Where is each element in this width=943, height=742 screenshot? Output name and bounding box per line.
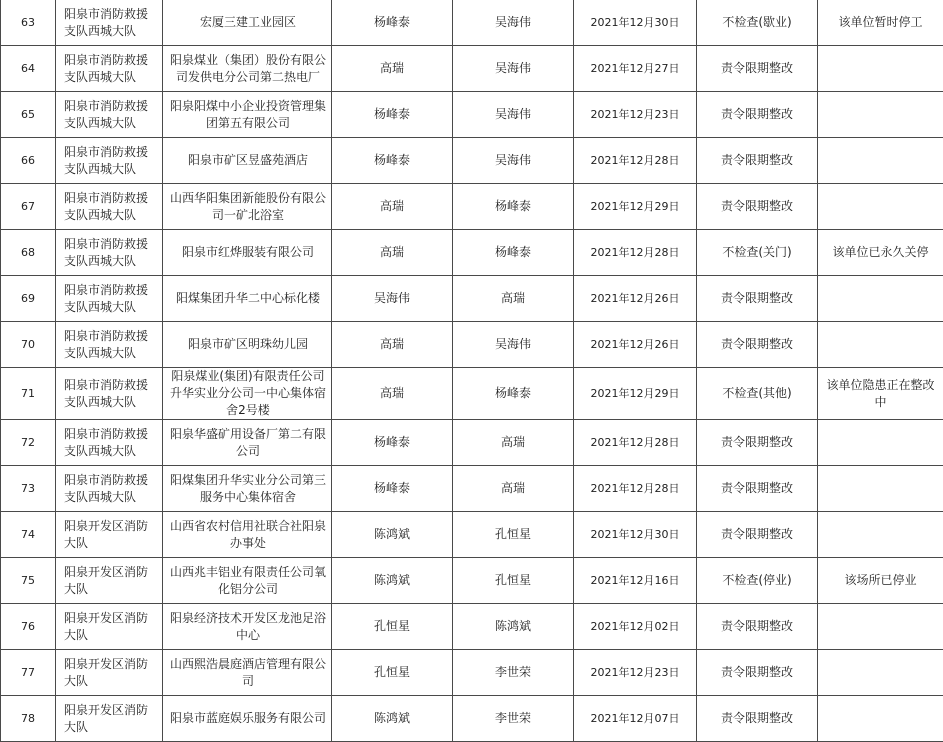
inspector-1-cell: 孔恒星 xyxy=(332,604,453,650)
inspector-1-cell: 杨峰泰 xyxy=(332,466,453,512)
remark-cell xyxy=(818,184,943,230)
remark-cell xyxy=(818,92,943,138)
inspection-date-cell: 2021年12月29日 xyxy=(574,368,697,420)
inspection-date-cell: 2021年12月27日 xyxy=(574,46,697,92)
inspector-1-cell: 高瑞 xyxy=(332,184,453,230)
row-number-cell: 76 xyxy=(1,604,56,650)
responsible-unit-cell: 阳泉市消防救援支队西城大队 xyxy=(56,230,163,276)
inspection-result-cell: 责令限期整改 xyxy=(697,466,818,512)
responsible-unit-cell: 阳泉开发区消防大队 xyxy=(56,558,163,604)
row-number-cell: 73 xyxy=(1,466,56,512)
inspection-date-cell: 2021年12月28日 xyxy=(574,230,697,276)
table-row xyxy=(1,420,943,466)
responsible-unit-cell: 阳泉开发区消防大队 xyxy=(56,512,163,558)
inspected-unit-cell: 宏厦三建工业园区 xyxy=(163,0,332,46)
inspected-unit-cell: 阳泉经济技术开发区龙池足浴中心 xyxy=(163,604,332,650)
inspector-2-cell: 孔恒星 xyxy=(453,558,574,604)
inspector-1-cell: 吴海伟 xyxy=(332,276,453,322)
table-row xyxy=(1,512,943,558)
responsible-unit-cell: 阳泉市消防救援支队西城大队 xyxy=(56,368,163,420)
inspector-2-cell: 吴海伟 xyxy=(453,322,574,368)
table-body xyxy=(1,0,943,742)
remark-cell xyxy=(818,650,943,696)
inspected-unit-cell: 阳泉市红烨服装有限公司 xyxy=(163,230,332,276)
inspector-1-cell: 杨峰泰 xyxy=(332,420,453,466)
responsible-unit-cell: 阳泉市消防救援支队西城大队 xyxy=(56,184,163,230)
inspector-2-cell: 杨峰泰 xyxy=(453,368,574,420)
inspected-unit-cell: 阳泉市矿区昱盛苑酒店 xyxy=(163,138,332,184)
responsible-unit-cell: 阳泉开发区消防大队 xyxy=(56,650,163,696)
table-row xyxy=(1,230,943,276)
inspector-1-cell: 陈鸿斌 xyxy=(332,696,453,742)
inspection-date-cell: 2021年12月26日 xyxy=(574,322,697,368)
inspector-1-cell: 孔恒星 xyxy=(332,650,453,696)
inspector-2-cell: 李世荣 xyxy=(453,650,574,696)
inspector-1-cell: 杨峰泰 xyxy=(332,138,453,184)
responsible-unit-cell: 阳泉市消防救援支队西城大队 xyxy=(56,138,163,184)
inspector-1-cell: 陈鸿斌 xyxy=(332,558,453,604)
inspected-unit-cell: 山西省农村信用社联合社阳泉办事处 xyxy=(163,512,332,558)
remark-cell: 该单位已永久关停 xyxy=(818,230,943,276)
inspection-result-cell: 责令限期整改 xyxy=(697,92,818,138)
inspector-1-cell: 杨峰泰 xyxy=(332,0,453,46)
row-number-cell: 68 xyxy=(1,230,56,276)
row-number-cell: 75 xyxy=(1,558,56,604)
inspection-date-cell: 2021年12月02日 xyxy=(574,604,697,650)
row-number-cell: 66 xyxy=(1,138,56,184)
inspector-1-cell: 高瑞 xyxy=(332,46,453,92)
inspection-result-cell: 责令限期整改 xyxy=(697,650,818,696)
inspection-date-cell: 2021年12月28日 xyxy=(574,420,697,466)
table-row xyxy=(1,604,943,650)
row-number-cell: 78 xyxy=(1,696,56,742)
inspection-result-cell: 不检查(其他) xyxy=(697,368,818,420)
inspector-2-cell: 吴海伟 xyxy=(453,0,574,46)
responsible-unit-cell: 阳泉市消防救援支队西城大队 xyxy=(56,322,163,368)
inspector-1-cell: 高瑞 xyxy=(332,322,453,368)
inspector-2-cell: 杨峰泰 xyxy=(453,184,574,230)
inspection-result-cell: 责令限期整改 xyxy=(697,322,818,368)
inspector-2-cell: 李世荣 xyxy=(453,696,574,742)
inspected-unit-cell: 阳泉市蓝庭娱乐服务有限公司 xyxy=(163,696,332,742)
inspector-2-cell: 陈鸿斌 xyxy=(453,604,574,650)
responsible-unit-cell: 阳泉市消防救援支队西城大队 xyxy=(56,46,163,92)
inspector-2-cell: 杨峰泰 xyxy=(453,230,574,276)
row-number-cell: 71 xyxy=(1,368,56,420)
inspection-result-cell: 不检查(关门) xyxy=(697,230,818,276)
table-row xyxy=(1,138,943,184)
row-number-cell: 69 xyxy=(1,276,56,322)
remark-cell: 该单位隐患正在整改中 xyxy=(818,368,943,420)
remark-cell xyxy=(818,46,943,92)
inspected-unit-cell: 阳煤集团升华实业分公司第三服务中心集体宿舍 xyxy=(163,466,332,512)
inspection-result-cell: 责令限期整改 xyxy=(697,184,818,230)
inspected-unit-cell: 阳泉华盛矿用设备厂第二有限公司 xyxy=(163,420,332,466)
remark-cell xyxy=(818,322,943,368)
remark-cell xyxy=(818,512,943,558)
inspection-date-cell: 2021年12月30日 xyxy=(574,512,697,558)
row-number-cell: 77 xyxy=(1,650,56,696)
remark-cell xyxy=(818,138,943,184)
inspection-date-cell: 2021年12月23日 xyxy=(574,650,697,696)
inspector-2-cell: 高瑞 xyxy=(453,420,574,466)
inspector-2-cell: 孔恒星 xyxy=(453,512,574,558)
table-row xyxy=(1,92,943,138)
inspection-date-cell: 2021年12月07日 xyxy=(574,696,697,742)
remark-cell xyxy=(818,604,943,650)
table-row xyxy=(1,466,943,512)
inspection-date-cell: 2021年12月28日 xyxy=(574,466,697,512)
inspection-result-cell: 责令限期整改 xyxy=(697,46,818,92)
inspector-2-cell: 高瑞 xyxy=(453,276,574,322)
inspection-date-cell: 2021年12月23日 xyxy=(574,92,697,138)
inspector-1-cell: 陈鸿斌 xyxy=(332,512,453,558)
table-row xyxy=(1,650,943,696)
table-row xyxy=(1,46,943,92)
row-number-cell: 64 xyxy=(1,46,56,92)
row-number-cell: 67 xyxy=(1,184,56,230)
inspected-unit-cell: 阳煤集团升华二中心标化楼 xyxy=(163,276,332,322)
table-row xyxy=(1,368,943,420)
remark-cell: 该场所已停业 xyxy=(818,558,943,604)
inspector-1-cell: 高瑞 xyxy=(332,368,453,420)
responsible-unit-cell: 阳泉市消防救援支队西城大队 xyxy=(56,420,163,466)
inspection-result-cell: 责令限期整改 xyxy=(697,696,818,742)
inspection-result-cell: 责令限期整改 xyxy=(697,420,818,466)
row-number-cell: 74 xyxy=(1,512,56,558)
table-row xyxy=(1,0,943,46)
remark-cell xyxy=(818,466,943,512)
table-row xyxy=(1,558,943,604)
remark-cell xyxy=(818,276,943,322)
inspection-date-cell: 2021年12月29日 xyxy=(574,184,697,230)
inspection-date-cell: 2021年12月26日 xyxy=(574,276,697,322)
inspected-unit-cell: 阳泉煤业(集团)有限责任公司升华实业分公司一中心集体宿舍2号楼 xyxy=(163,368,332,420)
row-number-cell: 65 xyxy=(1,92,56,138)
table-row xyxy=(1,322,943,368)
inspected-unit-cell: 阳泉阳煤中小企业投资管理集团第五有限公司 xyxy=(163,92,332,138)
responsible-unit-cell: 阳泉开发区消防大队 xyxy=(56,696,163,742)
row-number-cell: 70 xyxy=(1,322,56,368)
row-number-cell: 63 xyxy=(1,0,56,46)
inspection-date-cell: 2021年12月30日 xyxy=(574,0,697,46)
inspector-1-cell: 杨峰泰 xyxy=(332,92,453,138)
inspected-unit-cell: 山西熙浩晨庭酒店管理有限公司 xyxy=(163,650,332,696)
inspection-date-cell: 2021年12月28日 xyxy=(574,138,697,184)
inspection-result-cell: 责令限期整改 xyxy=(697,138,818,184)
inspected-unit-cell: 山西华阳集团新能股份有限公司一矿北浴室 xyxy=(163,184,332,230)
responsible-unit-cell: 阳泉市消防救援支队西城大队 xyxy=(56,466,163,512)
row-number-cell: 72 xyxy=(1,420,56,466)
table-row xyxy=(1,276,943,322)
inspected-unit-cell: 阳泉市矿区明珠幼儿园 xyxy=(163,322,332,368)
inspection-result-cell: 责令限期整改 xyxy=(697,512,818,558)
responsible-unit-cell: 阳泉市消防救援支队西城大队 xyxy=(56,276,163,322)
inspector-2-cell: 吴海伟 xyxy=(453,138,574,184)
inspection-result-cell: 责令限期整改 xyxy=(697,276,818,322)
remark-cell: 该单位暂时停工 xyxy=(818,0,943,46)
inspector-2-cell: 高瑞 xyxy=(453,466,574,512)
responsible-unit-cell: 阳泉开发区消防大队 xyxy=(56,604,163,650)
remark-cell xyxy=(818,420,943,466)
inspected-unit-cell: 山西兆丰铝业有限责任公司氧化铝分公司 xyxy=(163,558,332,604)
table-row xyxy=(1,184,943,230)
inspector-2-cell: 吴海伟 xyxy=(453,92,574,138)
inspection-result-cell: 不检查(歇业) xyxy=(697,0,818,46)
responsible-unit-cell: 阳泉市消防救援支队西城大队 xyxy=(56,0,163,46)
responsible-unit-cell: 阳泉市消防救援支队西城大队 xyxy=(56,92,163,138)
inspection-result-cell: 不检查(停业) xyxy=(697,558,818,604)
inspected-unit-cell: 阳泉煤业（集团）股份有限公司发供电分公司第二热电厂 xyxy=(163,46,332,92)
inspector-2-cell: 吴海伟 xyxy=(453,46,574,92)
inspector-1-cell: 高瑞 xyxy=(332,230,453,276)
inspection-result-cell: 责令限期整改 xyxy=(697,604,818,650)
inspection-date-cell: 2021年12月16日 xyxy=(574,558,697,604)
